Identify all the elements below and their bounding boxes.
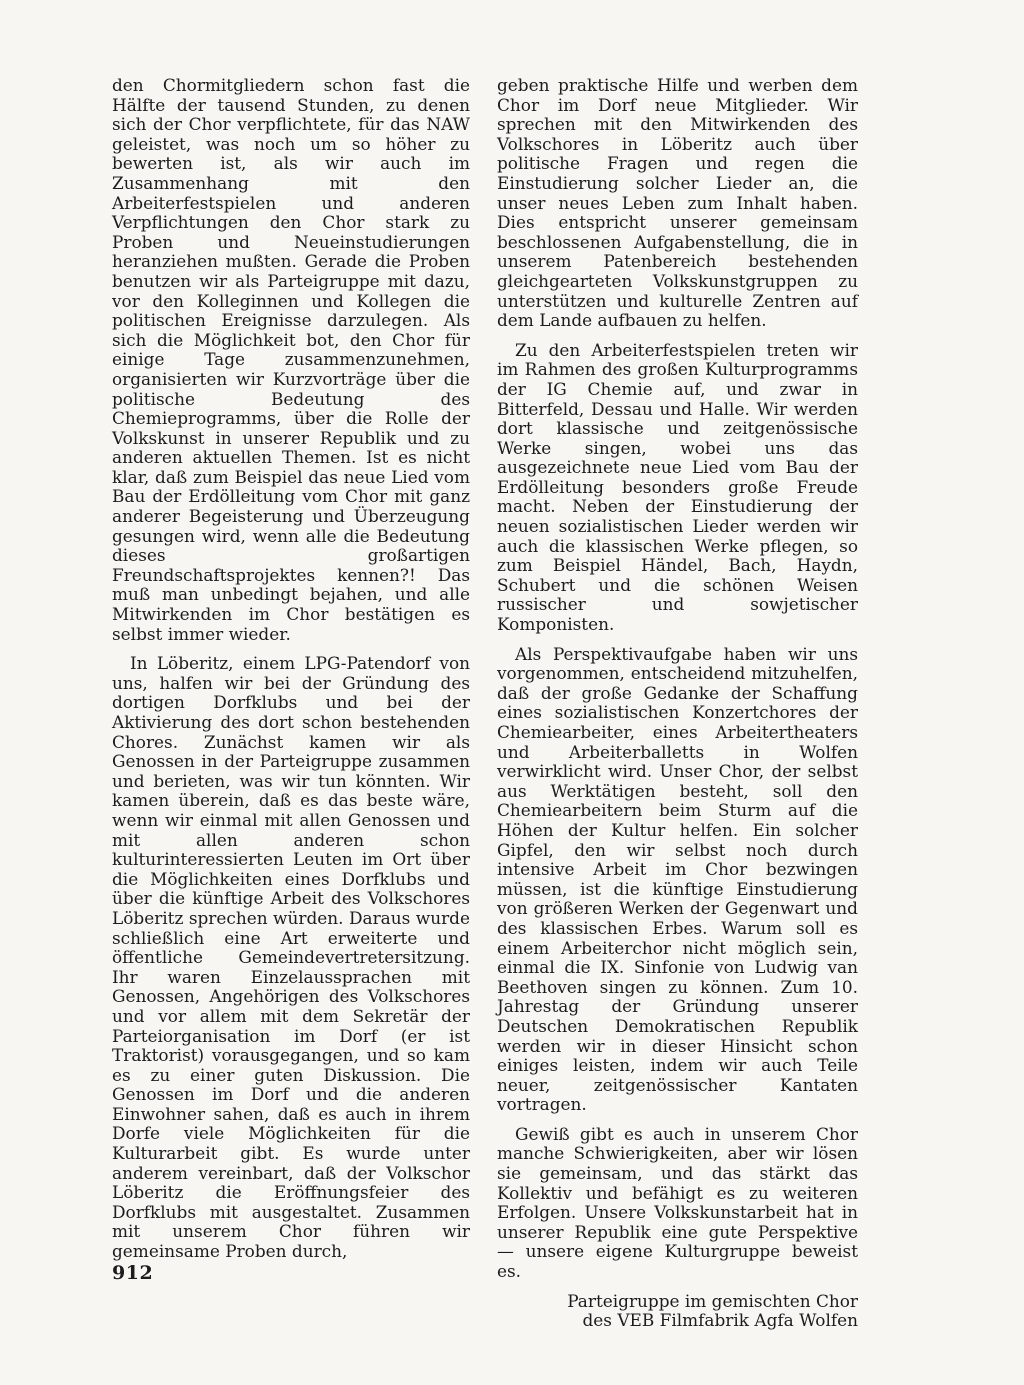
paragraph: Als Perspektivaufgabe haben wir uns vorgenommen, entscheidend mitzuhelfen, daß der große Gedanke der Schaffung eines sozialistischen Konzertchores der Chemiearbeiter, eines Arbeitertheaters und Arbeiterballetts in Wolfen verwirklicht wird. Unser Chor, der selbst aus Werktätigen besteht, soll den Chemiearbeitern beim Sturm auf die Höhen der Kultur helfen. Ein solcher Gipfel, den wir selbst noch durch intensive Arbeit im Chor bezwingen müssen, ist die künftige Einstudierung von größeren Werken der Gegenwart und des klassischen Erbes. Warum soll es einem Arbeiterchor nicht möglich sein, einmal die IX. Sinfonie von Ludwig van Beethoven singen zu können. Zum 10. Jahrestag der Gründung unserer Deutschen Demokratischen Republik werden wir in dieser Hinsicht schon einiges leisten, indem wir auch Teile neuer, zeitgenössischer Kantaten vortragen. — [497, 643, 858, 1115]
paragraph: In Löberitz, einem LPG-Patendorf von uns, halfen wir bei der Gründung des dortigen Dorfklubs und bei der Aktivierung des dort schon bestehenden Chores. Zunächst kamen wir als Genossen in der Parteigruppe zusammen und berieten, was wir tun könnten. Wir kamen überein, daß es das beste wäre, wenn wir einmal mit allen Genossen und mit allen anderen schon kulturinteressierten Leuten im Ort über die Möglichkeiten eines Dorfklubs und über die künftige Arbeit des Volkschores Löberitz sprechen würden. Daraus wurde schließlich eine Art erweiterte und öffentliche Gemeindevertretersitzung. Ihr waren Einzelaussprachen mit Genossen, Angehörigen des Volkschores und vor allem mit dem Sekretär der Parteiorganisation im Dorf (er ist Traktorist) vorausgegangen, und so kam es zu einer guten Diskussion. Die Genossen im Dorf und die anderen Einwohner sahen, daß es auch in ihrem Dorfe viele Möglichkeiten für die Kulturarbeit gibt. Es wurde unter anderem vereinbart, daß der Volkschor Löberitz die Eröffnungsfeier des Dorfklubs mit ausgestaltet. Zusammen mit unserem Chor führen wir gemeinsame Proben durch, — [112, 653, 470, 1262]
left-column — [112, 76, 470, 1272]
page-number: 912 — [112, 1262, 154, 1284]
paragraph: geben praktische Hilfe und werben dem Chor im Dorf neue Mitglieder. Wir sprechen mit den Mitwirkenden des Volkschores in Löberitz auch über politische Fragen und regen die Einstudierung solcher Lieder an, die unser neues Leben zum Inhalt haben. Dies entspricht unserer gemeinsam beschlossenen Aufgabenstellung, die in unserem Patenbereich bestehenden gleichgearteten Volkskunstgruppen zu unterstützen und kulturelle Zentren auf dem Lande aufbauen zu helfen. — [497, 75, 858, 331]
right-column — [497, 76, 858, 1331]
signature — [497, 1292, 858, 1331]
paragraph: Gewiß gibt es auch in unserem Chor manche Schwierigkeiten, aber wir lösen sie gemeinsam, und das stärkt das Kollektiv und befähigt es zu weiteren Erfolgen. Unsere Volkskunstarbeit hat in unserer Republik eine gute Perspektive — unsere eigene Kulturgruppe beweist es. — [497, 1123, 858, 1282]
signature-line: des VEB Filmfabrik Agfa Wolfen — [582, 1310, 858, 1331]
paragraph: Zu den Arbeiterfestspielen treten wir im Rahmen des großen Kulturprogramms der IG Chemie auf, und zwar in Bitterfeld, Dessau und Halle. Wir werden dort klassische und zeitgenössische Werke singen, wobei uns das ausgezeichnete neue Lied vom Bau der Erdölleitung besonders große Freude macht. Neben der Einstudierung der neuen sozialistischen Lieder werden wir auch die klassischen Werke pflegen, so zum Beispiel Händel, Bach, Haydn, Schubert und die schönen Weisen russischer und sowjetischer Komponisten. — [497, 339, 858, 635]
signature-line: Parteigruppe im gemischten Chor — [567, 1290, 858, 1311]
paragraph: den Chormitgliedern schon fast die Hälfte der tausend Stunden, zu denen sich der Chor verpflichtete, für das NAW geleistet, was noch um so höher zu bewerten ist, als wir auch im Zusammenhang mit den Arbeiterfestspielen und anderen Verpflichtungen den Chor stark zu Proben und Neueinstudierungen heranziehen mußten. Gerade die Proben benutzen wir als Parteigruppe mit dazu, vor den Kolleginnen und Kollegen die politischen Ereignisse darzulegen. Als sich die Möglichkeit bot, den Chor für einige Tage zusammenzunehmen, organisierten wir Kurzvorträge über die politische Bedeutung des Chemieprogramms, über die Rolle der Volkskunst in unserer Republik und zu anderen aktuellen Themen. Ist es nicht klar, daß zum Beispiel das neue Lied vom Bau der Erdölleitung vom Chor mit ganz anderer Begeisterung und Überzeugung gesungen wird, wenn alle die Bedeutung dieses großartigen Freundschaftsprojektes kennen?! Das muß man unbedingt bejahen, und alle Mitwirkenden im Chor bestätigen es selbst immer wieder. — [112, 75, 470, 644]
